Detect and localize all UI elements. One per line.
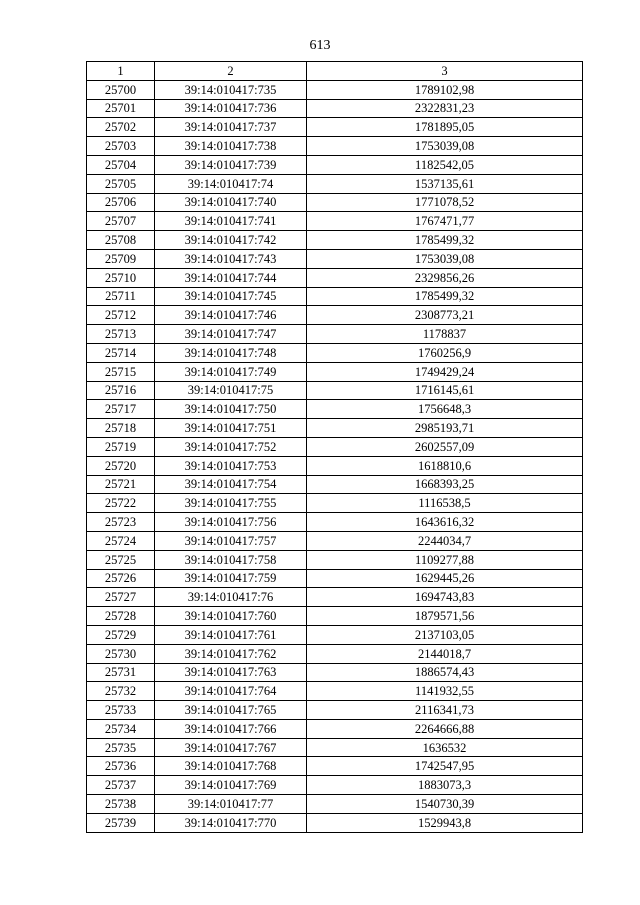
cadastral-number-cell: 39:14:010417:739 (155, 155, 307, 174)
table-row (87, 569, 583, 588)
row-number-cell: 25734 (87, 719, 155, 738)
table-row (87, 738, 583, 757)
value-cell: 1716145,61 (307, 381, 583, 400)
row-number-cell: 25700 (87, 80, 155, 99)
table-row (87, 795, 583, 814)
table-row (87, 550, 583, 569)
cadastral-number-cell: 39:14:010417:758 (155, 550, 307, 569)
row-number-cell: 25733 (87, 701, 155, 720)
cadastral-number-cell: 39:14:010417:746 (155, 306, 307, 325)
table-row (87, 494, 583, 513)
cadastral-number-cell: 39:14:010417:759 (155, 569, 307, 588)
row-number-cell: 25717 (87, 400, 155, 419)
cadastral-number-cell: 39:14:010417:756 (155, 513, 307, 532)
cadastral-number-cell: 39:14:010417:754 (155, 475, 307, 494)
value-cell: 1883073,3 (307, 776, 583, 795)
row-number-cell: 25726 (87, 569, 155, 588)
cadastral-number-cell: 39:14:010417:762 (155, 644, 307, 663)
value-cell: 1668393,25 (307, 475, 583, 494)
cadastral-number-cell: 39:14:010417:751 (155, 419, 307, 438)
row-number-cell: 25736 (87, 757, 155, 776)
value-cell: 2329856,26 (307, 268, 583, 287)
value-cell: 1694743,83 (307, 588, 583, 607)
cadastral-number-cell: 39:14:010417:760 (155, 607, 307, 626)
table-row (87, 268, 583, 287)
row-number-cell: 25705 (87, 174, 155, 193)
value-cell: 1760256,9 (307, 343, 583, 362)
cadastral-number-cell: 39:14:010417:745 (155, 287, 307, 306)
registry-table (86, 61, 583, 833)
row-number-cell: 25731 (87, 663, 155, 682)
table-row (87, 362, 583, 381)
row-number-cell: 25711 (87, 287, 155, 306)
page-number: 613 (309, 38, 331, 53)
cadastral-number-cell: 39:14:010417:766 (155, 719, 307, 738)
row-number-cell: 25720 (87, 456, 155, 475)
value-cell: 1629445,26 (307, 569, 583, 588)
value-cell: 2985193,71 (307, 419, 583, 438)
cadastral-number-cell: 39:14:010417:750 (155, 400, 307, 419)
value-cell: 1182542,05 (307, 155, 583, 174)
value-cell: 1886574,43 (307, 663, 583, 682)
row-number-cell: 25713 (87, 325, 155, 344)
row-number-cell: 25737 (87, 776, 155, 795)
value-cell: 1178837 (307, 325, 583, 344)
cadastral-number-cell: 39:14:010417:736 (155, 99, 307, 118)
row-number-cell: 25715 (87, 362, 155, 381)
cadastral-number-cell: 39:14:010417:748 (155, 343, 307, 362)
table-row (87, 625, 583, 644)
cadastral-number-cell: 39:14:010417:749 (155, 362, 307, 381)
value-cell: 1109277,88 (307, 550, 583, 569)
value-cell: 1781895,05 (307, 118, 583, 137)
cadastral-number-cell: 39:14:010417:770 (155, 813, 307, 832)
row-number-cell: 25706 (87, 193, 155, 212)
table-row (87, 381, 583, 400)
table-row (87, 437, 583, 456)
row-number-cell: 25727 (87, 588, 155, 607)
table-row (87, 306, 583, 325)
row-number-cell: 25723 (87, 513, 155, 532)
value-cell: 2264666,88 (307, 719, 583, 738)
cadastral-number-cell: 39:14:010417:75 (155, 381, 307, 400)
value-cell: 1785499,32 (307, 231, 583, 250)
table-row (87, 400, 583, 419)
value-cell: 2137103,05 (307, 625, 583, 644)
table-row (87, 701, 583, 720)
row-number-cell: 25728 (87, 607, 155, 626)
column-header-2: 2 (155, 62, 307, 81)
table-row (87, 137, 583, 156)
cadastral-number-cell: 39:14:010417:752 (155, 437, 307, 456)
row-number-cell: 25739 (87, 813, 155, 832)
table-row (87, 513, 583, 532)
row-number-cell: 25718 (87, 419, 155, 438)
cadastral-number-cell: 39:14:010417:757 (155, 531, 307, 550)
cadastral-number-cell: 39:14:010417:768 (155, 757, 307, 776)
row-number-cell: 25738 (87, 795, 155, 814)
row-number-cell: 25708 (87, 231, 155, 250)
value-cell: 2116341,73 (307, 701, 583, 720)
value-cell: 1756648,3 (307, 400, 583, 419)
table-row (87, 118, 583, 137)
cadastral-number-cell: 39:14:010417:738 (155, 137, 307, 156)
value-cell: 1116538,5 (307, 494, 583, 513)
row-number-cell: 25704 (87, 155, 155, 174)
cadastral-number-cell: 39:14:010417:744 (155, 268, 307, 287)
cadastral-number-cell: 39:14:010417:764 (155, 682, 307, 701)
table-row (87, 287, 583, 306)
row-number-cell: 25702 (87, 118, 155, 137)
table-row (87, 80, 583, 99)
row-number-cell: 25724 (87, 531, 155, 550)
value-cell: 2144018,7 (307, 644, 583, 663)
table-row (87, 475, 583, 494)
table-row (87, 531, 583, 550)
table-row (87, 155, 583, 174)
table-row (87, 99, 583, 118)
cadastral-number-cell: 39:14:010417:735 (155, 80, 307, 99)
table-body (87, 80, 583, 832)
table-row (87, 174, 583, 193)
cadastral-number-cell: 39:14:010417:755 (155, 494, 307, 513)
value-cell: 1789102,98 (307, 80, 583, 99)
row-number-cell: 25701 (87, 99, 155, 118)
value-cell: 1749429,24 (307, 362, 583, 381)
cadastral-number-cell: 39:14:010417:753 (155, 456, 307, 475)
cadastral-number-cell: 39:14:010417:743 (155, 249, 307, 268)
cadastral-number-cell: 39:14:010417:769 (155, 776, 307, 795)
column-header-3: 3 (307, 62, 583, 81)
table-row (87, 193, 583, 212)
value-cell: 1540730,39 (307, 795, 583, 814)
value-cell: 1753039,08 (307, 249, 583, 268)
value-cell: 1529943,8 (307, 813, 583, 832)
value-cell: 1141932,55 (307, 682, 583, 701)
value-cell: 1753039,08 (307, 137, 583, 156)
cadastral-number-cell: 39:14:010417:740 (155, 193, 307, 212)
table-row (87, 757, 583, 776)
row-number-cell: 25735 (87, 738, 155, 757)
row-number-cell: 25716 (87, 381, 155, 400)
row-number-cell: 25710 (87, 268, 155, 287)
row-number-cell: 25730 (87, 644, 155, 663)
value-cell: 2308773,21 (307, 306, 583, 325)
row-number-cell: 25721 (87, 475, 155, 494)
table-row (87, 231, 583, 250)
row-number-cell: 25709 (87, 249, 155, 268)
table-row (87, 588, 583, 607)
row-number-cell: 25732 (87, 682, 155, 701)
column-header-1: 1 (87, 62, 155, 81)
cadastral-number-cell: 39:14:010417:767 (155, 738, 307, 757)
cadastral-number-cell: 39:14:010417:765 (155, 701, 307, 720)
row-number-cell: 25707 (87, 212, 155, 231)
value-cell: 1771078,52 (307, 193, 583, 212)
row-number-cell: 25729 (87, 625, 155, 644)
row-number-cell: 25722 (87, 494, 155, 513)
table-row (87, 212, 583, 231)
table-row (87, 813, 583, 832)
value-cell: 1636532 (307, 738, 583, 757)
table-row (87, 249, 583, 268)
value-cell: 2322831,23 (307, 99, 583, 118)
cadastral-number-cell: 39:14:010417:77 (155, 795, 307, 814)
table-row (87, 343, 583, 362)
table-row (87, 419, 583, 438)
cadastral-number-cell: 39:14:010417:76 (155, 588, 307, 607)
value-cell: 1742547,95 (307, 757, 583, 776)
value-cell: 2602557,09 (307, 437, 583, 456)
table-row (87, 325, 583, 344)
table-row (87, 456, 583, 475)
value-cell: 1879571,56 (307, 607, 583, 626)
row-number-cell: 25714 (87, 343, 155, 362)
value-cell: 1767471,77 (307, 212, 583, 231)
table-row (87, 607, 583, 626)
table-row (87, 719, 583, 738)
cadastral-number-cell: 39:14:010417:74 (155, 174, 307, 193)
cadastral-number-cell: 39:14:010417:737 (155, 118, 307, 137)
value-cell: 1537135,61 (307, 174, 583, 193)
value-cell: 1643616,32 (307, 513, 583, 532)
cadastral-number-cell: 39:14:010417:747 (155, 325, 307, 344)
table-row (87, 663, 583, 682)
header-row (87, 62, 583, 81)
row-number-cell: 25703 (87, 137, 155, 156)
value-cell: 2244034,7 (307, 531, 583, 550)
value-cell: 1618810,6 (307, 456, 583, 475)
table-row (87, 644, 583, 663)
row-number-cell: 25725 (87, 550, 155, 569)
row-number-cell: 25719 (87, 437, 155, 456)
cadastral-number-cell: 39:14:010417:763 (155, 663, 307, 682)
cadastral-number-cell: 39:14:010417:761 (155, 625, 307, 644)
value-cell: 1785499,32 (307, 287, 583, 306)
table-row (87, 776, 583, 795)
table-header (87, 62, 583, 81)
cadastral-number-cell: 39:14:010417:742 (155, 231, 307, 250)
table-row (87, 682, 583, 701)
cadastral-number-cell: 39:14:010417:741 (155, 212, 307, 231)
row-number-cell: 25712 (87, 306, 155, 325)
